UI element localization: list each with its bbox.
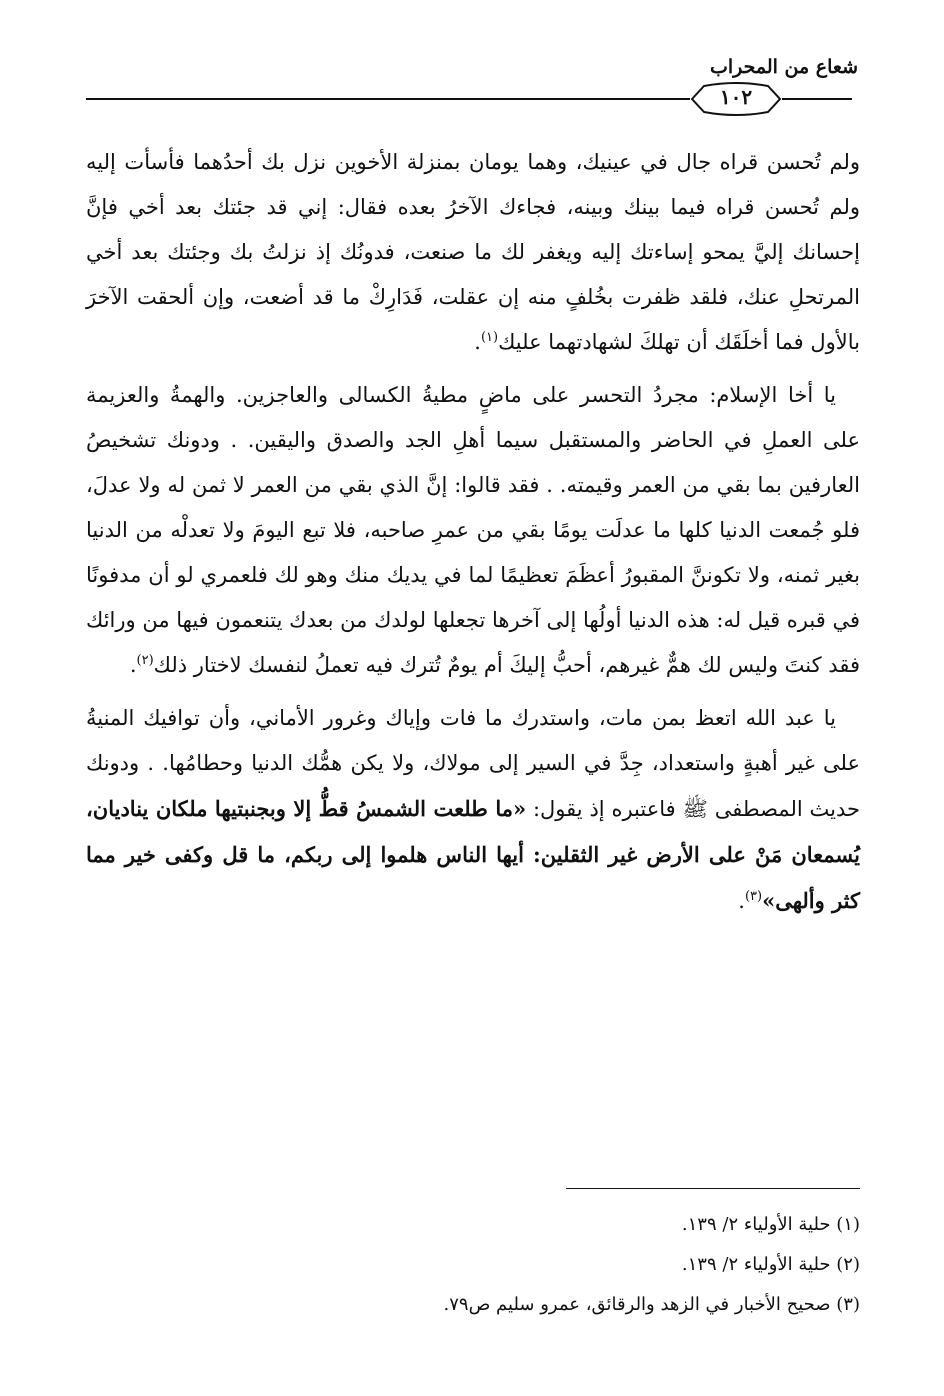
paragraph-1-text: ولم تُحسن قراه جال في عينيك، وهما يومان بمنزلة الأخوين نزل بك أحدُهما فأسأت إليه ولم تُحسن قراه فيما بينك وبينه، فجاءك الآخرُ بعده فقال: إني قد جئتك بعد أخي فإنَّ إحسانك إليَّ يمحو إساءتك إليه ويغفر لك ما صنعت، فدونُك إذ نزلتُ بك وجئتك بعد أخي المرتحلِ عنك، فلقد ظفرت بخُلفٍ منه إن عقلت، فَدَارِكْ ما قد أضعت، وإن ألحقت الآخرَ بالأول فما أخلَقَك أن تهلكَ لشهادتهما عليك: [86, 150, 860, 354]
footnote-3: (٣) صحيح الأخبار في الزهد والرقائق، عمرو سليم ص٧٩.: [443, 1294, 860, 1315]
footnote-2: (٢) حلية الأولياء ٢/ ١٣٩.: [681, 1254, 860, 1275]
page-number-ornament: [690, 82, 782, 116]
paragraph-3-text: يا عبد الله اتعظ بمن مات، واستدرك ما فات وإياك وغرور الأماني، وأن توافيك المنيةُ على غير أهبةٍ واستعداد، جِدَّ في السير إلى مولاك، ولا يكن همُّك الدنيا وحطامُها. . ودونك حديث المصطفى ﷺ فاعتبره إذ يقول:: [86, 706, 860, 821]
paragraph-2: [86, 373, 860, 688]
footnote-1: (١) حلية الأولياء ٢/ ١٣٩.: [681, 1214, 860, 1235]
footnote-ref-2: (٢): [136, 653, 154, 668]
running-title: شعاع من المحراب: [709, 56, 858, 78]
page-number: ١٠٢: [719, 85, 753, 109]
paragraph-3: [86, 696, 860, 924]
paragraph-1-end: .: [474, 330, 481, 354]
footnotes: [86, 1205, 860, 1325]
footnote-ref-3: (٣): [744, 889, 763, 904]
hadith-quote: «ما طلعت الشمسُ قطُّ إلا وبجنبتيها ملكان يناديان، يُسمعان مَنْ على الأرض غير الثقلين: أيها الناس هلموا إلى ربكم، ما قل وكفى خير مما كثر وألهى»: [86, 796, 860, 913]
footnote-ref-1: (١): [480, 330, 499, 345]
paragraph-2-end: .: [129, 653, 137, 677]
paragraph-2-text: يا أخا الإسلام: مجردُ التحسر على ماضٍ مطيةُ الكسالى والعاجزين. والهمةُ والعزيمة على العملِ في الحاضر والمستقبل سيما أهلِ الجد والصدق واليقين. . ودونك تشخيصُ العارفين بما بقي من العمر وقيمته. . فقد قالوا: إنَّ الذي بقي من العمر لا ثمن له ولا عدلَ، فلو جُمعت الدنيا كلها ما عدلَت يومًا بقي من عمرِ صاحبه، فلا تبع اليومَ ولا تعدلْه من الدنيا بغير ثمنه، ولا تكوننَّ المقبورُ أعظَمَ تعظيمًا لما في يديك منك وهو لك فلعمري لو أن مدفونًا في قبره قيل له: هذه الدنيا أولُها إلى آخرها تجعلها لولدك من بعدك يتنعمون فيها من ورائك فقد كنتَ وليس لك همٌّ غيرهم، أحبُّ إليكَ أم يومٌ تُترك فيه تعملُ لنفسك لاختار ذلك: [86, 383, 860, 677]
paragraph-1: [86, 140, 860, 365]
paragraph-3-end: .: [738, 889, 745, 913]
footnote-rule: [566, 1188, 860, 1189]
main-text: [86, 140, 860, 924]
